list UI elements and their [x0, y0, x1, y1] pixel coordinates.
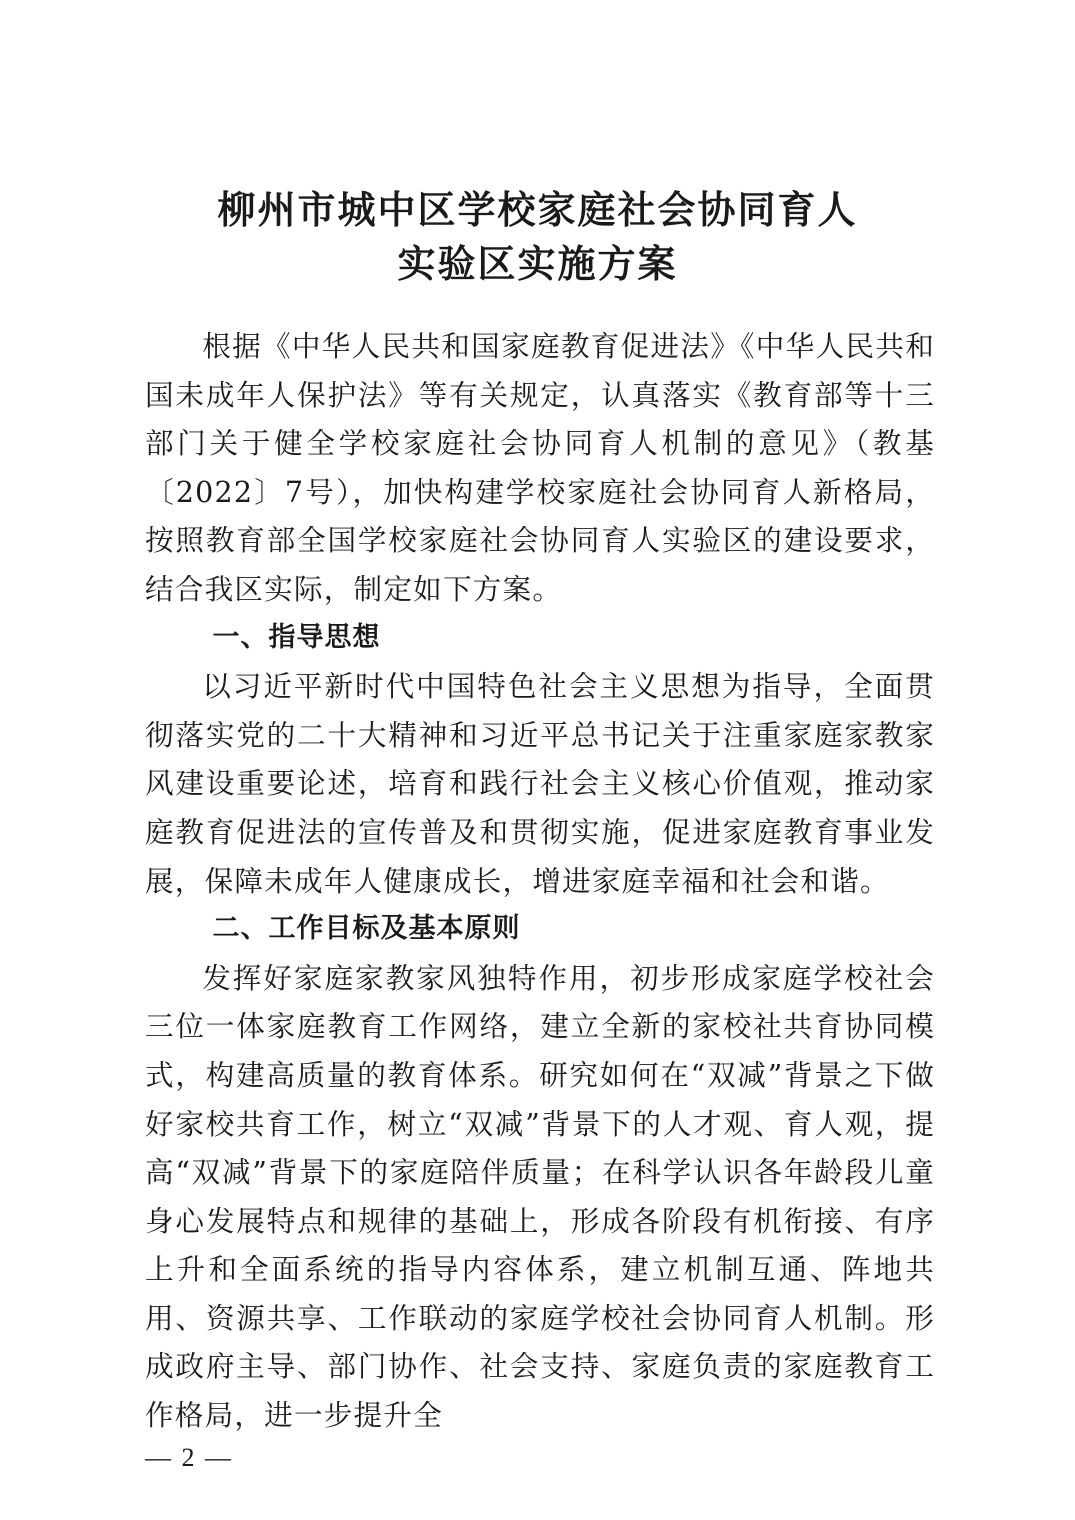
- document-title-line-1: 柳州市城中区学校家庭社会协同育人: [217, 187, 858, 232]
- section-paragraph-goals-principles: 发挥好家庭家教家风独特作用，初步形成家庭学校社会三位一体家庭教育工作网络，建立全新的家校社共育协同模式，构建高质量的教育体系。研究如何在“双减”背景之下做好家校共育工作，树立“双减”背景下的人才观、育人观，提高“双减”背景下的家庭陪伴质量；在科学认识各年龄段儿童身心发展特点和规律的基础上，形成各阶段有机衔接、有序上升和全面系统的指导内容体系，建立机制互通、阵地共用、资源共享、工作联动的家庭学校社会协同育人机制。形成政府主导、部门协作、社会支持、家庭负责的家庭教育工作格局，进一步提升全: [145, 960, 935, 1433]
- section-paragraph-guiding-ideology: 以习近平新时代中国特色社会主义思想为指导，全面贯彻落实党的二十大精神和习近平总书记关于注重家庭家教家风建设重要论述，培育和践行社会主义核心价值观，推动家庭教育促进法的宣传普及和贯彻实施，促进家庭教育事业发展，保障未成年人健康成长，增进家庭幸福和社会和谐。: [145, 669, 935, 898]
- section-heading-goals-principles: 二、工作目标及基本原则: [212, 913, 521, 945]
- document-title-line-2: 实验区实施方案: [397, 241, 678, 286]
- page-number: — 2 —: [145, 1443, 233, 1472]
- intro-paragraph: 根据《中华人民共和国家庭教育促进法》《中华人民共和国未成年人保护法》等有关规定，认真落实《教育部等十三部门关于健全学校家庭社会协同育人机制的意见》（教基〔2022〕7号），加快构建学校家庭社会协同育人新格局，按照教育部全国学校家庭社会协同育人实验区的建设要求，结合我区实际，制定如下方案。: [145, 329, 935, 606]
- document-body: [145, 322, 935, 1440]
- section-heading-guiding-ideology: 一、指导思想: [212, 621, 381, 653]
